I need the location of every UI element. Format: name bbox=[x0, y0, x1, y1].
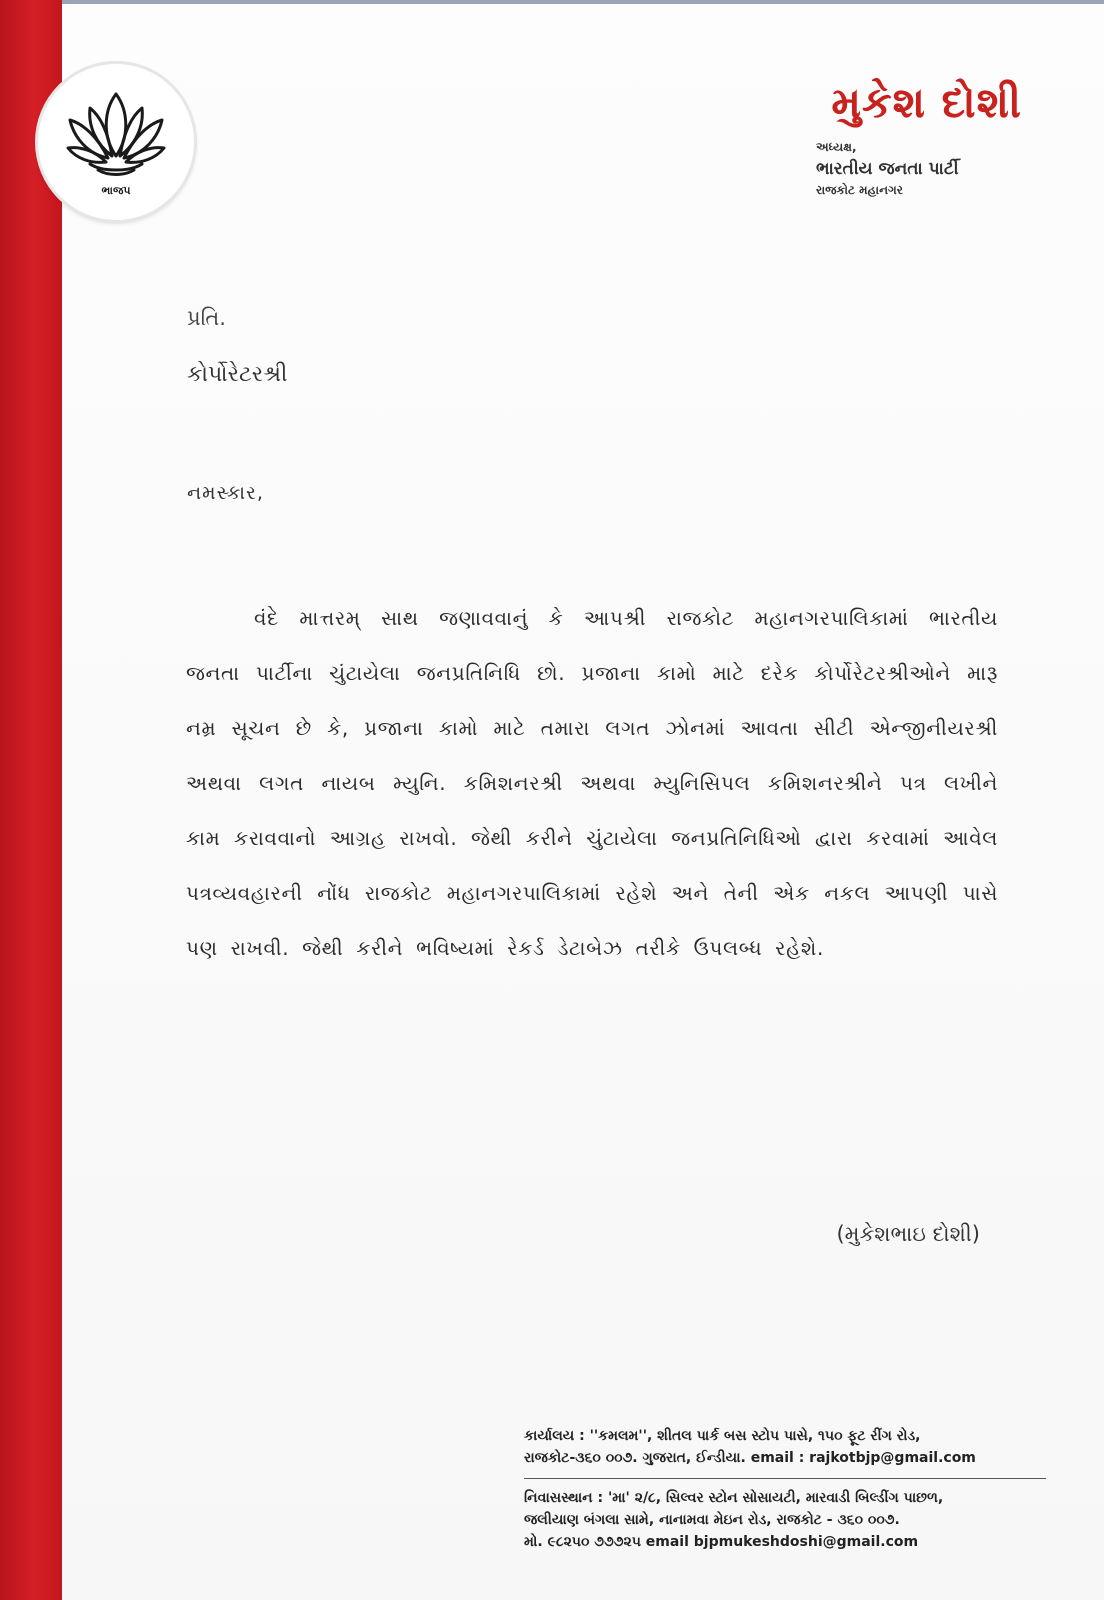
footer-address bbox=[524, 1425, 1046, 1553]
addressee: કોર્પોરેટરશ્રી bbox=[187, 362, 288, 387]
designation-city: રાજકોટ મહાનગર bbox=[816, 183, 903, 197]
footer-divider bbox=[524, 1478, 1046, 1479]
logo-caption: ભાજપ bbox=[101, 184, 131, 197]
greeting: નમસ્કાર, bbox=[187, 482, 264, 504]
party-logo bbox=[38, 64, 194, 220]
letterhead-designation bbox=[816, 140, 959, 198]
letter-body: વંદે માત્તરમ્ સાથ જણાવવાનું કે આપશ્રી રાજકોટ મહાનગરપાલિકામાં ભારતીય જનતા પાર્ટીના ચુંટાયેલા જનપ્રતિનિધિ છો. પ્રજાના કામો માટે દરેક કોર્પોરેટરશ્રીઓને મારૂ નમ્ર સૂચન છે કે, પ્રજાના કામો માટે તમારા લગત ઝોનમાં આવતા સીટી એન્જીનીયરશ્રી અથવા લગત નાયબ મ્યુનિ. કમિશનરશ્રી અથવા મ્યુનિસિપલ કમિશનરશ્રીને પત્ર લખીને કામ કરાવવાનો આગ્રહ રાખવો. જેથી કરીને ચુંટાયેલા જનપ્રતિનિધિઓ દ્વારા કરવામાં આવેલ પત્રવ્યવહારની નોંધ રાજકોટ મહાનગરપાલિકામાં રહેશે અને તેની એક નકલ આપણી પાસે પણ રાખવી. જેથી કરીને ભવિષ્યમાં રેકર્ડ ડેટાબેઝ તરીકે ઉપલબ્ધ રહેશે. bbox=[186, 606, 998, 960]
signature: (મુકેશભાઇ દોશી) bbox=[836, 1222, 980, 1246]
left-red-stripe bbox=[0, 0, 62, 1600]
letterhead-name: મુકેશ દોશી bbox=[831, 78, 1022, 127]
page-top-edge bbox=[60, 0, 1104, 4]
office-address-line1: કાર્યાલય : ''કમલમ'', શીતલ પાર્ક બસ સ્ટોપ પાસે, ૧૫૦ ફૂટ રીંગ રોડ, bbox=[524, 1428, 921, 1444]
residence-address-line2: જલીયાણ બંગલા સામે, નાનામવા મેઇન રોડ, રાજકોટ - ૩૬૦ ૦૦૭. bbox=[524, 1512, 900, 1528]
office-address-line2: રાજકોટ-૩૬૦ ૦૦૭. ગુજરાત, ઈન્ડીયા. email : rajkotbjp@gmail.com bbox=[524, 1450, 976, 1466]
residence-address-line1: નિવાસસ્થાન : 'મા' ૨/૮, સિલ્વર સ્ટોન સોસાયટી, મારવાડી બિલ્ડીંગ પાછળ, bbox=[524, 1490, 944, 1506]
lotus-icon bbox=[38, 64, 194, 220]
designation-party: ભારતીય જનતા પાર્ટી bbox=[816, 159, 959, 179]
to-label: પ્રતિ. bbox=[187, 306, 226, 330]
designation-title: અધ્યક્ષ, bbox=[816, 140, 857, 154]
residence-contact-line: મો. ૯૮૨૫૦ ૭૭૭૨૫ email bjpmukeshdoshi@gmail.com bbox=[524, 1534, 919, 1550]
